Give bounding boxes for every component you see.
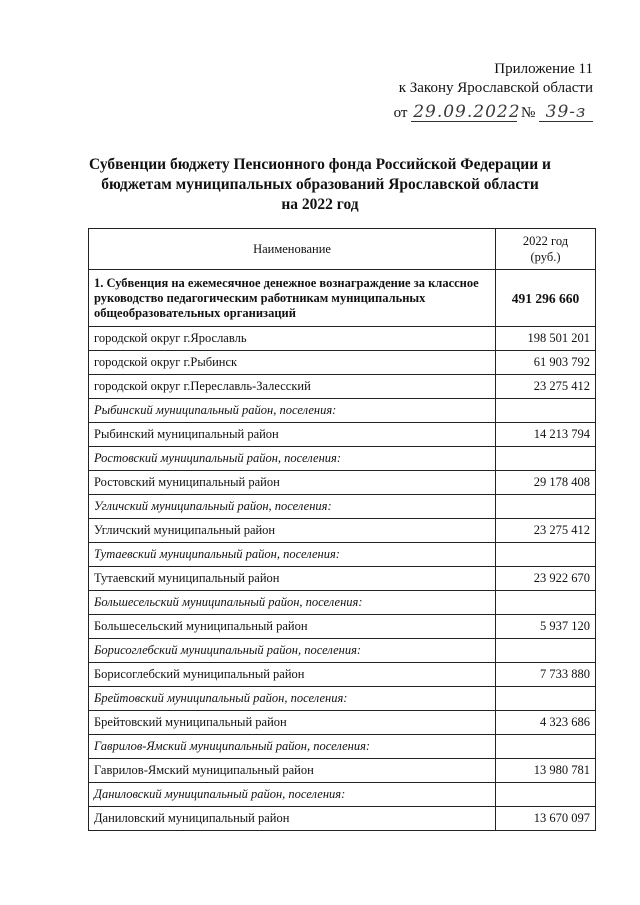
table-row bbox=[89, 711, 596, 735]
table-subheader-row bbox=[89, 543, 596, 567]
handwritten-date: 29.09.2022 bbox=[413, 102, 521, 122]
table-row bbox=[89, 375, 596, 399]
row-amount bbox=[496, 591, 596, 615]
main-subsidy-amount: 491 296 660 bbox=[496, 270, 596, 327]
header-unit-label: (руб.) bbox=[530, 250, 561, 264]
number-prefix: № bbox=[520, 105, 536, 121]
row-name: Рыбинский муниципальный район bbox=[89, 423, 496, 447]
table-subheader-row bbox=[89, 399, 596, 423]
table-row bbox=[89, 471, 596, 495]
row-name: Гаврилов-Ямский муниципальный район, поселения: bbox=[89, 735, 496, 759]
date-prefix: от bbox=[393, 105, 408, 121]
table-row bbox=[89, 807, 596, 831]
row-name: Тутаевский муниципальный район, поселения: bbox=[89, 543, 496, 567]
row-amount: 13 980 781 bbox=[496, 759, 596, 783]
subsidy-table bbox=[88, 228, 596, 831]
row-amount: 4 323 686 bbox=[496, 711, 596, 735]
table-row bbox=[89, 567, 596, 591]
header-name: Наименование bbox=[89, 229, 496, 270]
table-subheader-row bbox=[89, 687, 596, 711]
row-name: Рыбинский муниципальный район, поселения: bbox=[89, 399, 496, 423]
row-name: Даниловский муниципальный район, поселения: bbox=[89, 783, 496, 807]
table-subheader-row bbox=[89, 783, 596, 807]
row-name: городской округ г.Переславль-Залесский bbox=[89, 375, 496, 399]
row-amount bbox=[496, 495, 596, 519]
row-name: Борисоглебский муниципальный район bbox=[89, 663, 496, 687]
table-subheader-row bbox=[89, 495, 596, 519]
table-row bbox=[89, 327, 596, 351]
table-row bbox=[89, 663, 596, 687]
table-header-row bbox=[89, 229, 596, 270]
row-name: Даниловский муниципальный район bbox=[89, 807, 496, 831]
appendix-law-ref: к Закону Ярославской области bbox=[398, 80, 593, 96]
row-name: Большесельский муниципальный район bbox=[89, 615, 496, 639]
header-year-label: 2022 год bbox=[522, 234, 569, 248]
row-amount: 13 670 097 bbox=[496, 807, 596, 831]
row-amount bbox=[496, 687, 596, 711]
table-subheader-row bbox=[89, 591, 596, 615]
row-amount: 29 178 408 bbox=[496, 471, 596, 495]
row-amount: 23 275 412 bbox=[496, 519, 596, 543]
table-row bbox=[89, 519, 596, 543]
table-subheader-row bbox=[89, 639, 596, 663]
row-amount: 23 922 670 bbox=[496, 567, 596, 591]
row-name: городской округ г.Ярославль bbox=[89, 327, 496, 351]
row-name: Брейтовский муниципальный район bbox=[89, 711, 496, 735]
row-amount: 23 275 412 bbox=[496, 375, 596, 399]
row-name: Большесельский муниципальный район, поселения: bbox=[89, 591, 496, 615]
appendix-date-line bbox=[394, 104, 593, 123]
row-name: Угличский муниципальный район, поселения: bbox=[89, 495, 496, 519]
row-amount: 7 733 880 bbox=[496, 663, 596, 687]
main-subsidy-row bbox=[89, 270, 596, 327]
handwritten-law-number: 39-з bbox=[539, 104, 593, 122]
header-year bbox=[496, 229, 596, 270]
row-amount bbox=[496, 735, 596, 759]
row-name: Ростовский муниципальный район bbox=[89, 471, 496, 495]
row-name: городской округ г.Рыбинск bbox=[89, 351, 496, 375]
table-subheader-row bbox=[89, 447, 596, 471]
row-amount bbox=[496, 639, 596, 663]
row-amount bbox=[496, 543, 596, 567]
row-amount: 61 903 792 bbox=[496, 351, 596, 375]
row-name: Борисоглебский муниципальный район, поселения: bbox=[89, 639, 496, 663]
row-name: Ростовский муниципальный район, поселения: bbox=[89, 447, 496, 471]
main-subsidy-name: 1. Субвенция на ежемесячное денежное вознаграждение за классное руководство педагогическим работникам муниципальных общеобразовательных организаций bbox=[89, 270, 496, 327]
row-amount: 5 937 120 bbox=[496, 615, 596, 639]
title-line-2: бюджетам муниципальных образований Ярославской области bbox=[101, 176, 539, 193]
row-name: Гаврилов-Ямский муниципальный район bbox=[89, 759, 496, 783]
appendix-number: Приложение 11 bbox=[494, 61, 593, 77]
row-amount bbox=[496, 447, 596, 471]
table-subheader-row bbox=[89, 735, 596, 759]
row-amount: 198 501 201 bbox=[496, 327, 596, 351]
table-row bbox=[89, 615, 596, 639]
row-amount: 14 213 794 bbox=[496, 423, 596, 447]
title-line-1: Субвенции бюджету Пенсионного фонда Российской Федерации и bbox=[89, 156, 551, 173]
table-row bbox=[89, 423, 596, 447]
row-amount bbox=[496, 399, 596, 423]
document-title bbox=[0, 155, 640, 215]
table-row bbox=[89, 351, 596, 375]
row-name: Угличский муниципальный район bbox=[89, 519, 496, 543]
appendix-block bbox=[394, 60, 593, 123]
row-amount bbox=[496, 783, 596, 807]
title-line-3: на 2022 год bbox=[281, 196, 359, 213]
row-name: Брейтовский муниципальный район, поселения: bbox=[89, 687, 496, 711]
table-row bbox=[89, 759, 596, 783]
row-name: Тутаевский муниципальный район bbox=[89, 567, 496, 591]
